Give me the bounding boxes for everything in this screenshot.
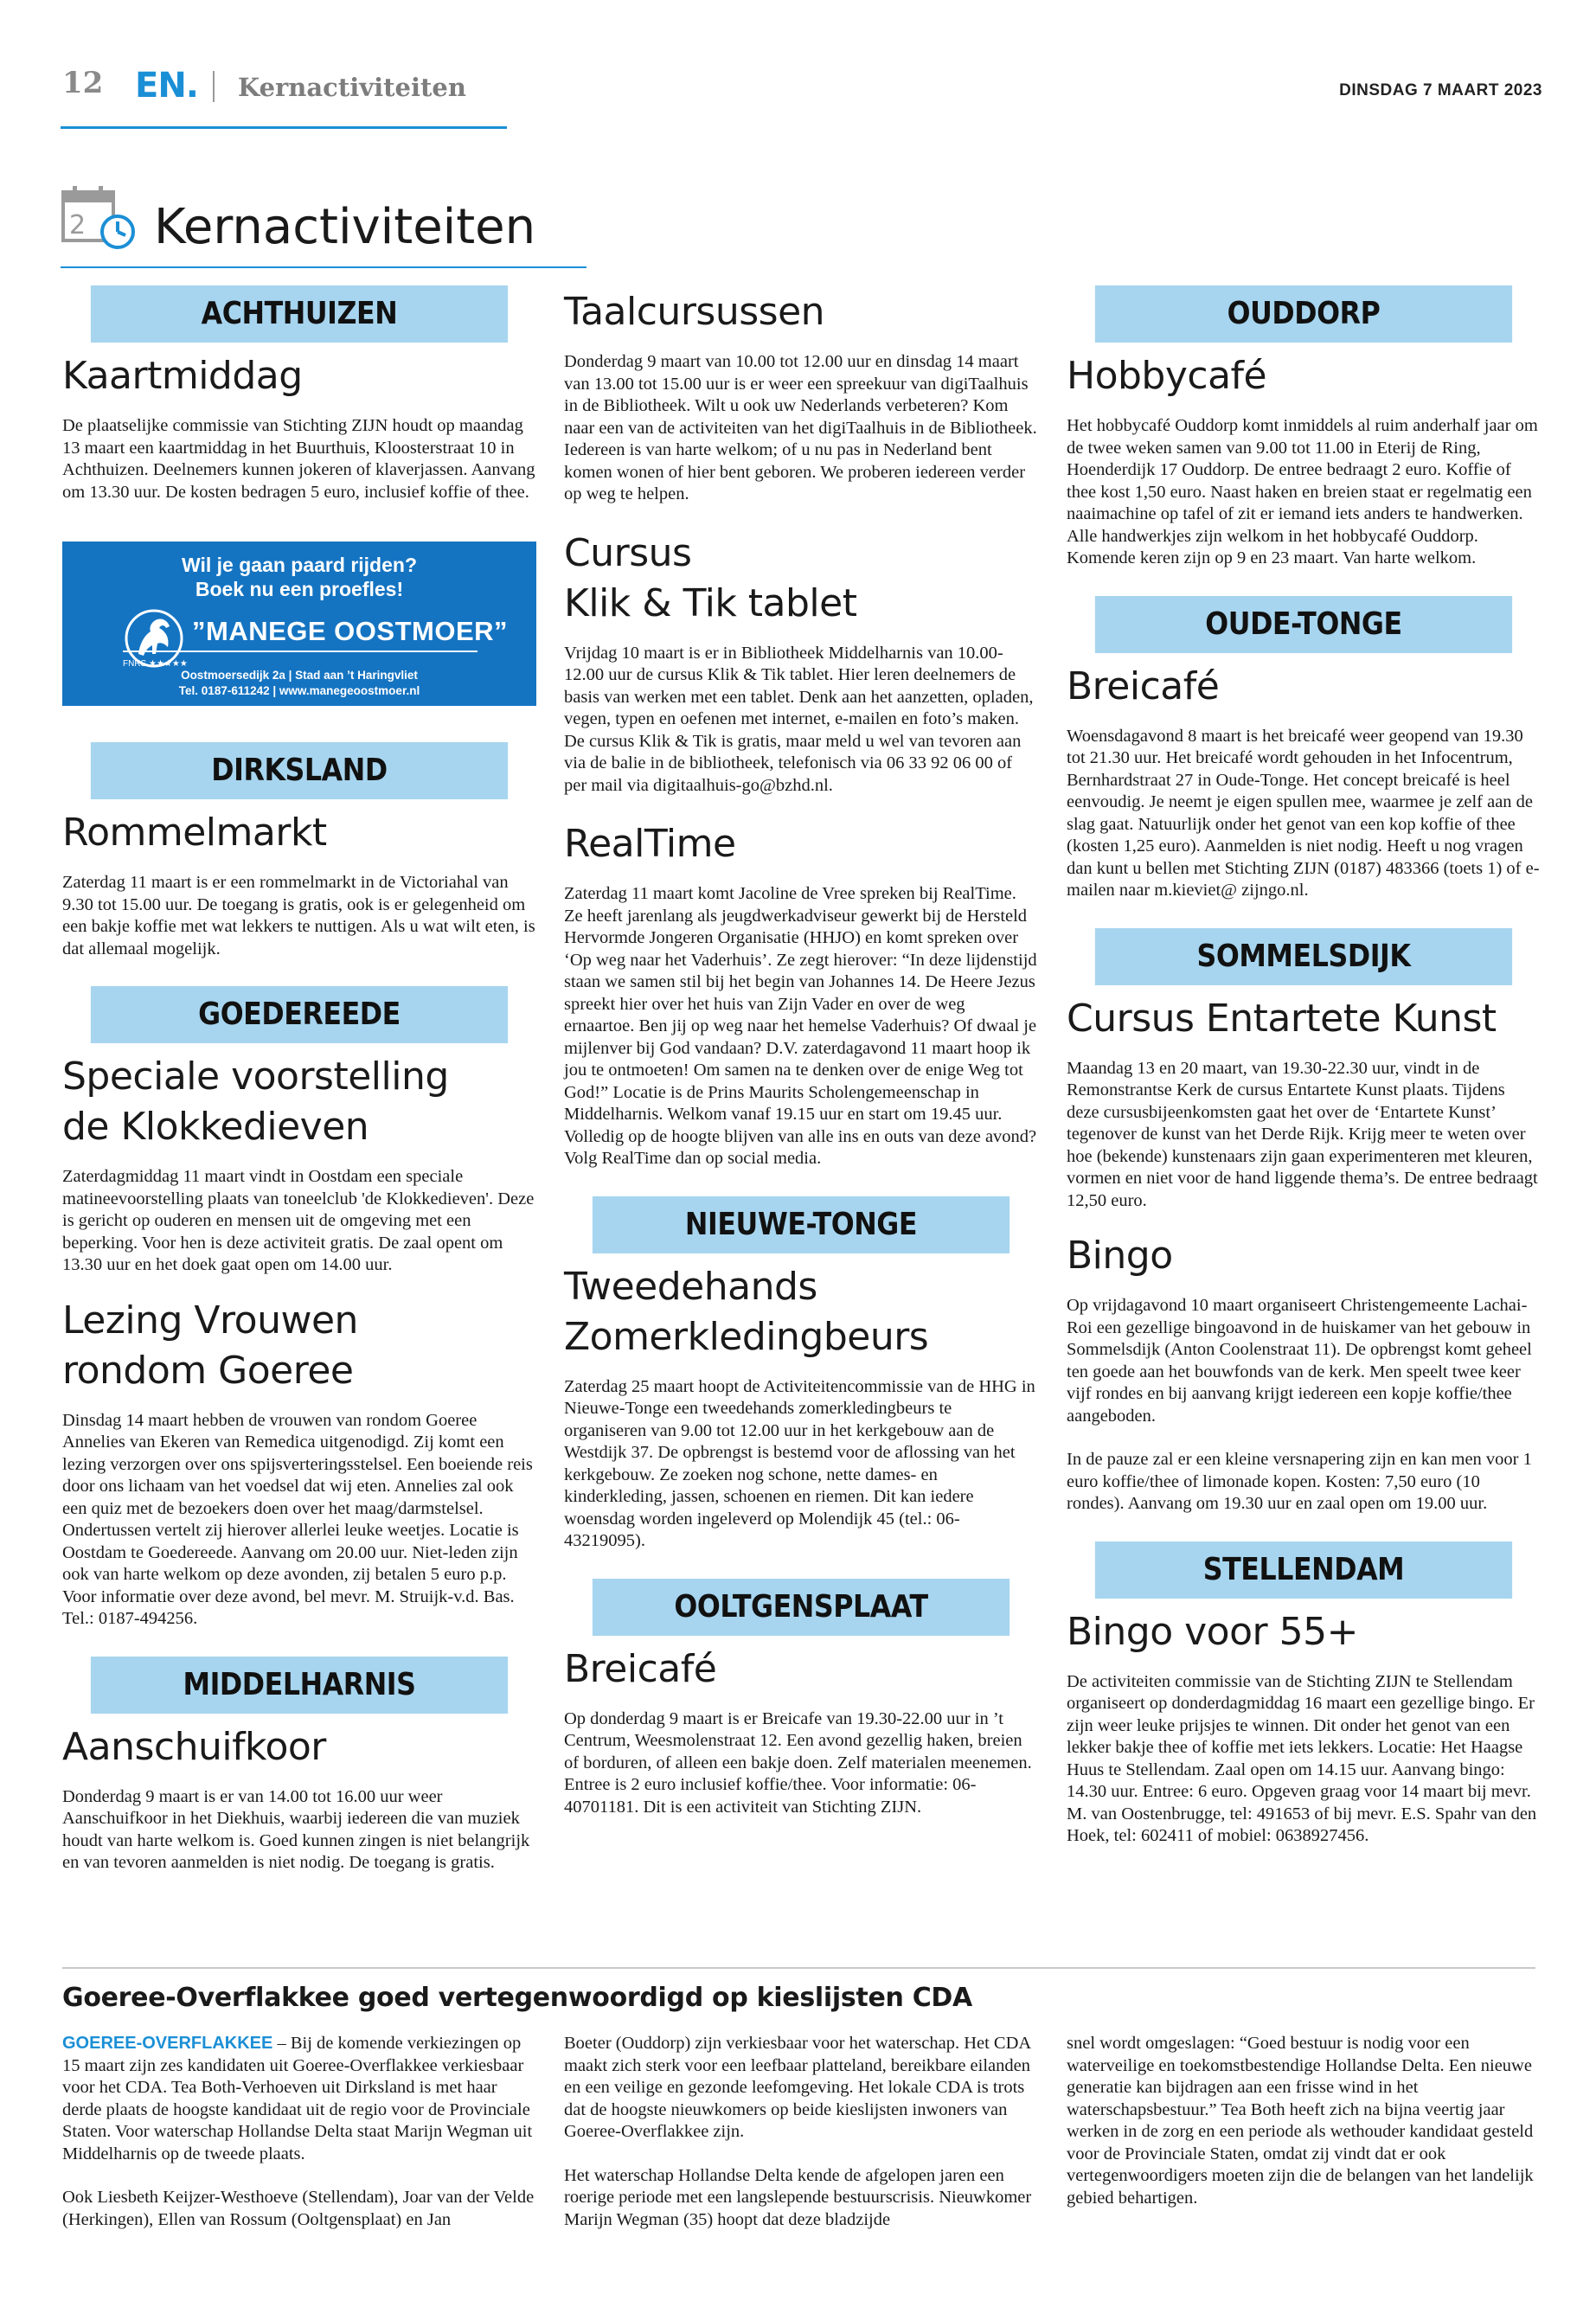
advertisement-manege[interactable]: [62, 542, 536, 706]
place-band-nieuwe-tonge: NIEUWE-TONGE: [593, 1196, 1010, 1253]
article-body-aanschuifkoor: Donderdag 9 maart is er van 14.00 tot 16.00 uur weer Aanschuifkoor in het Diekhuis, waarbij iedereen die van muziek houdt van harte welkom is. Goed kunnen zingen is niet belangrijk en van tevoren aanmelden is niet nodig. De toegang is gratis.: [62, 1786, 530, 1872]
bottom-paragraph-4: Het waterschap Hollandse Delta kende de afgelopen jaren een roerige periode met een langslepende bestuurscrisis. Nieuwkomer Marijn Wegman (35) hoopt dat deze bladzijde: [564, 2165, 1032, 2229]
column-2: [564, 285, 1038, 1818]
title-rule: [61, 266, 586, 268]
place-band-dirksland: DIRKSLAND: [91, 742, 508, 799]
section-name: Kernactiviteiten: [238, 73, 466, 102]
ad-rating: FNRS ★★★★★: [123, 659, 188, 669]
bottom-paragraph: [62, 2033, 536, 2165]
article-body-breicafe-ooltgensplaat: Op donderdag 9 maart is er Breicafe van 19.30-22.00 uur in ’t Centrum, Weesmolenstraat 12. Een avond gezellig haken, breien of borduren, of alleen een bakje doen. Zelf materialen meenemen. Entree is 2 euro inclusief koffie/thee. Voor informatie: 06-40701181. Dit is een activiteit van Stichting ZIJN.: [564, 1708, 1032, 1817]
ad-subline: Boek nu een proefles!: [195, 578, 404, 600]
article-title-breicafe-oude-tonge: Breicafé: [1067, 663, 1220, 708]
article-body-rommelmarkt: Zaterdag 11 maart is er een rommelmarkt in de Victoriahal van 9.30 tot 15.00 uur. De toegang is gratis, ook is er gelegenheid om een bakje koffie met wat lekkers te nuttigen. Als u wat wilt eten, is dat allemaal mogelijk.: [62, 873, 535, 958]
article-title-bingo-55: Bingo voor 55+: [1067, 1609, 1358, 1654]
place-band-oude-tonge: OUDE-TONGE: [1095, 596, 1512, 653]
article-title-hobbycafe: Hobbycafé: [1067, 354, 1267, 398]
column-1: [62, 285, 536, 1875]
article-body-lezing: Dinsdag 14 maart hebben de vrouwen van rondom Goeree Annelies van Ekeren van Remedica uitgenodigd. Zij komt een lezing verzorgen over ons spijsverteringsstelsel. Een boeiende reis door ons lichaam van het voedsel dat wij eten. Annelies zal ook een quiz met de bezoekers doen over het maag/darmstelsel. Ondertussen vertelt zij hierover allerlei leuke weetjes. Locatie is Oostdam te Goedereede. Aanvang om 20.00 uur. Niet-leden zijn ook van harte welkom op deze avonden, zij betalen 5 euro p.p. Voor informatie over deze avond, bel mevr. M. Struijk-v.d. Bas. Tel.: 0187-494256.: [62, 1410, 533, 1628]
title-line-1: Lezing Vrouwen: [62, 1298, 358, 1343]
place-band-goedereede: GOEDEREEDE: [91, 986, 508, 1043]
ad-brand-name: ”MANEGE OOSTMOER”: [192, 616, 509, 646]
article-title-breicafe-ooltgensplaat: Breicafé: [564, 1646, 717, 1691]
article-body-hobbycafe: Het hobbycafé Ouddorp komt inmiddels al ruim anderhalf jaar om de twee weken samen van 9.00 tot 11.00 in Eterij de Ring, Hoenderdijk 17 Ouddorp. De entree bedraagt 2 euro. Koffie of thee kost 1,50 euro. Naast haken en breien staat er regelmatig een naaimachine op tafel of zit er iemand iets anders te handwerken. Alle handwerkjes zijn welkom in het hobbycafé Ouddorp. Komende keren zijn op 9 en 23 maart. Van harte welkom.: [1067, 416, 1538, 567]
title-line-2: Klik & Tik tablet: [564, 580, 857, 625]
bottom-column-1: [62, 2033, 536, 2231]
article-body-entartete-kunst: Maandag 13 en 20 maart, van 19.30-22.30 uur, vindt in de Remonstrantse Kerk de cursus Entartete Kunst plaats. Tijdens deze cursusbijeenkomsten gaat het over de ‘Entartete Kunst’ tegenover de kunst van het Derde Rijk. Krijg meer te weten over hoe (bekende) kunstenaars zijn gaan experimenteren met kleuren, vormen en niet voor de hand liggende thema’s. De entree bedraagt 12,50 euro.: [1067, 1058, 1538, 1210]
article-title-realtime: RealTime: [564, 822, 736, 866]
ad-address-line: Oostmoersedijk 2a | Stad aan ’t Haringvliet: [181, 669, 418, 682]
article-title-aanschuifkoor: Aanschuifkoor: [62, 1724, 326, 1769]
newspaper-logo: EN.: [135, 66, 198, 106]
article-body-kaartmiddag: De plaatselijke commissie van Stichting ZIJN houdt op maandag 13 maart een kaartmiddag in het Buurthuis, Kloosterstraat 10 in Achthuizen. Deelnemers kunnen jokeren of klaverjassen. Aanvang om 13.30 uur. De kosten bedragen 5 euro, inclusief koffie of thee.: [62, 416, 535, 502]
issue-date: DINSDAG 7 MAART 2023: [1339, 81, 1542, 99]
article-body-kledingbeurs: Zaterdag 25 maart hoopt de Activiteitencommissie van de HHG in Nieuwe-Tonge een tweedehands zomerkledingbeurs te organiseren van 9.00 tot 12.00 uur in het kerkgebouw aan de Westdijk 37. De opbrengst is bestemd voor de aflossing van het kerkgebouw. Ze zoeken nog schone, nette dames- en kinderkleding, jassen, schoenen en riemen. Dit kan iedere woensdag worden ingeleverd op Molendijk 45 (tel.: 06-43219095).: [564, 1376, 1035, 1550]
calendar-clock-icon: [61, 183, 138, 253]
article-body-kliktik: Vrijdag 10 maart is er in Bibliotheek Middelharnis van 10.00-12.00 uur de cursus Klik & Tik tablet. Hier leren deelnemers de basis van werken met een tablet. Denk aan het aanzetten, opladen, vegen, typen en oefenen met internet, e-mailen en foto’s maken. De cursus Klik & Tik is gratis, maar meld u wel van tevoren aan via de balie in de bibliotheek, telefonisch via 06 33 92 06 00 of per mail via digitaalhuis-go@bzhd.nl.: [564, 643, 1034, 795]
bottom-paragraph-2: Ook Liesbeth Keijzer-Westhoeve (Stellendam), Joar van der Velde (Herkingen), Ellen van Rossum (Ooltgensplaat) en Jan: [62, 2188, 535, 2229]
article-title-entartete-kunst: Cursus Entartete Kunst: [1067, 996, 1497, 1041]
article-title-taalcursussen: Taalcursussen: [564, 290, 825, 334]
dateline: GOEREE-OVERFLAKKEE: [62, 2034, 273, 2053]
bottom-headline: Goeree-Overflakkee goed vertegenwoordigd op kieslijsten CDA: [62, 1983, 972, 2013]
article-title-kaartmiddag: Kaartmiddag: [62, 354, 303, 398]
header-separator: [213, 71, 215, 102]
article-body-klokkedieven: Zaterdagmiddag 11 maart vindt in Oostdam een speciale matineevoorstelling plaats van toneelclub 'de Klokkedieven'. Deze is gericht op ouderen en mensen uit de omgeving met een beperking. Voor hen is deze activiteit gratis. De zaal opent om 13.30 uur en het doek gaat open om 14.00 uur.: [62, 1167, 535, 1274]
article-title-klokkedieven: [62, 1052, 536, 1152]
article-body-bingo-2: In de pauze zal er een kleine versnapering zijn en kan men voor 1 euro koffie/thee of limonade kopen. Kosten: 7,50 euro (10 rondes). Aanvang om 19.30 uur en zaal open om 19.00 uur.: [1067, 1450, 1532, 1513]
svg-text:2: 2: [69, 210, 87, 240]
place-band-ooltgensplaat: OOLTGENSPLAAT: [593, 1579, 1010, 1636]
article-body-realtime: Zaterdag 11 maart komt Jacoline de Vree spreken bij RealTime. Ze heeft jarenlang als jeugdwerkadviseur gewerkt bij de Hersteld Hervormde Jongeren Organisatie (HHJO) en komt spreken over ‘Op weg naar het Vaderhuis’. Ze zegt hierover: “In deze lijdenstijd staan we samen stil bij het begin van Johannes 14. De Heere Jezus spreekt hier over het huis van Zijn Vader en over de weg ernaartoe. Ben jij op weg naar het hemelse Vaderhuis? Of dwaal je mijlenver bij God vandaan? D.V. zaterdagavond 11 maart hoop ik jou te ontmoeten! Om samen na te denken over de enige Weg tot God!” Locatie is de Prins Maurits Scholengemeenschap in Middelharnis. Welkom vanaf 19.15 uur en start om 19.45 uur. Volledig op de hoogte blijven van alle ins en outs van deze avond? Volg RealTime dan op social media.: [564, 884, 1037, 1168]
article-body-breicafe-oude-tonge: Woensdagavond 8 maart is het breicafé weer geopend van 19.30 tot 21.30 uur. Het breicafé wordt gehouden in het Infocentrum, Bernhardstraat 27 in Oude-Tonge. Het concept breicafé is heel eenvoudig. Je neemt je eigen spullen mee, waarmee je zelf aan de slag gaat. Natuurlijk onder het genot van een kop koffie of thee (kosten 1,25 euro). Aanmelden is niet nodig. Heeft u nog vragen dan kunt u bellen met Stichting ZIJN (0187) 483366 (toets 1) of e-mailen naar m.kieviet@ zijngo.nl.: [1067, 726, 1540, 900]
header-rule: [61, 126, 507, 129]
ad-address: [62, 668, 536, 699]
column-3: [1067, 285, 1541, 1848]
place-band-sommelsdijk: SOMMELSDIJK: [1095, 928, 1512, 985]
article-body-bingo: Op vrijdagavond 10 maart organiseert Christengemeente Lachai-Roi een gezellige bingoavond in de huiskamer van het gebouw in Sommelsdijk (Anton Coolenstraat 11). De opbrengst komt geheel ten goede aan het bouwfonds van de kerk. Men speelt twee keer vijf rondes en bij aanvang krijgt iedereen een kopje koffie/thee aangeboden.: [1067, 1296, 1532, 1426]
ad-headline: Wil je gaan paard rijden?: [181, 554, 417, 576]
ad-contact-line: Tel. 0187-611242 | www.manegeoostmoer.nl: [178, 684, 420, 697]
article-title-kliktik: [564, 529, 1038, 629]
article-title-kledingbeurs: [564, 1262, 1038, 1362]
place-band-stellendam: STELLENDAM: [1095, 1541, 1512, 1599]
bottom-text: – Bij de komende verkiezingen op 15 maart zijn zes kandidaten uit Goeree-Overflakkee verkiesbaar voor het CDA. Tea Both-Verhoeven uit Dirksland is met haar derde plaats de hoogste kandidaat uit de regio voor de Provinciale Staten. Voor waterschap Hollandse Delta staat Marijn Wegman uit Middelharnis op de tweede plaats.: [62, 2034, 533, 2163]
place-band-ouddorp: OUDDORP: [1095, 285, 1512, 343]
bottom-divider: [62, 1967, 1535, 1969]
place-band-achthuizen: ACHTHUIZEN: [91, 285, 508, 343]
title-line-1: Cursus: [564, 530, 692, 575]
page-number: 12: [62, 66, 104, 100]
title-line-1: Tweedehands: [564, 1264, 817, 1309]
ad-divider: [123, 651, 478, 652]
title-line-1: Speciale voorstelling: [62, 1054, 449, 1099]
bottom-paragraph-3: Boeter (Ouddorp) zijn verkiesbaar voor het waterschap. Het CDA maakt zich sterk voor een leefbaar platteland, bereikbare eilanden en een veilige en gezonde leefomgeving. Het lokale CDA is trots dat de hoogste nieuwkomers op beide kieslijsten inwoners van Goeree-Overflakkee zijn.: [564, 2034, 1031, 2141]
title-line-2: de Klokkedieven: [62, 1105, 369, 1149]
place-band-middelharnis: MIDDELHARNIS: [91, 1657, 508, 1714]
bottom-column-2: [564, 2033, 1038, 2231]
title-line-2: Zomerkledingbeurs: [564, 1314, 929, 1359]
article-title-rommelmarkt: Rommelmarkt: [62, 811, 327, 855]
article-body-taalcursussen: Donderdag 9 maart van 10.00 tot 12.00 uur en dinsdag 14 maart van 13.00 tot 15.00 uur is er weer een spreekuur van digiTaalhuis in de Bibliotheek. Wilt u ook uw Nederlands verbeteren? Kom naar een van de activiteiten van het digiTaalhuis in de Bibliotheek. Iedereen is van harte welkom; of u nu pas in Nederland bent komen wonen of hier bent geboren. We proberen iedereen verder op weg te helpen.: [564, 352, 1037, 503]
page-title: Kernactiviteiten: [154, 199, 536, 255]
article-title-bingo: Bingo: [1067, 1234, 1173, 1278]
bottom-paragraph-5: snel wordt omgeslagen: “Goed bestuur is nodig voor een waterveilige en toekomstbestendige Hollandse Delta. Een nieuwe generatie kan bijdragen aan een frisse wind in het waterschapsbestuur.” Tea Both heeft zich na bijna veertig jaar werken in de zorg en een periode als wethouder kandidaat gesteld voor de Provinciale Staten, omdat zij vindt dat er ook vertegenwoordigers moeten zijn die de belangen van het landelijk gebied behartigen.: [1067, 2034, 1534, 2208]
article-body-bingo-55: De activiteiten commissie van de Stichting ZIJN te Stellendam organiseert op donderdagmiddag 16 maart een gezellige bingo. Er zijn weer leuke prijsjes te winnen. Dit onder het genot van een lekker bakje thee of koffie met iets lekkers. Locatie: Het Haagse Huus te Stellendam. Zaal open om 14.15 uur. Aanvang bingo: 14.30 uur. Entree: 6 euro. Opgeven graag voor 14 maart bij mevr. M. van Oostenbrugge, tel: 491653 of bij mevr. E.S. Spahr van den Hoek, tel: 602411 of mobiel: 0638927456.: [1067, 1671, 1537, 1845]
bottom-column-3: [1067, 2033, 1541, 2209]
article-title-lezing: [62, 1296, 536, 1396]
title-line-2: rondom Goeree: [62, 1348, 354, 1393]
